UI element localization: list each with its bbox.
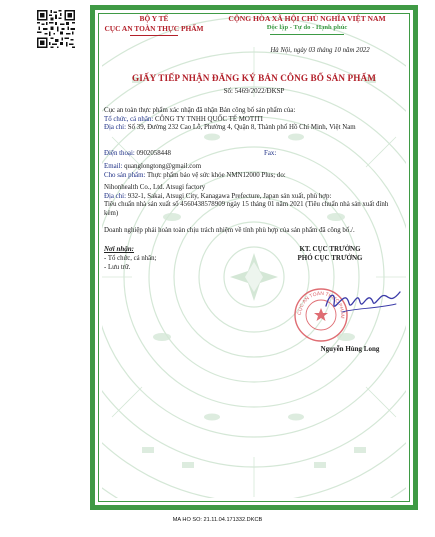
signatory-title-line2: PHÓ CỤC TRƯỞNG <box>297 254 363 262</box>
certificate-sheet <box>90 5 418 510</box>
organization-value: CÔNG TY TNHH QUỐC TẾ MOTITI <box>155 115 263 123</box>
qr-code <box>37 10 75 48</box>
email-line <box>104 163 400 172</box>
responsibility-statement: Doanh nghiệp phải hoàn toàn chịu trách nhiệm về tính phù hợp của sản phẩm đã công bố./. <box>104 227 355 234</box>
product-label: Cho sản phẩm: <box>104 171 146 179</box>
signatory-title <box>260 245 400 263</box>
email-value: quanglongtong@gmail.com <box>124 163 202 170</box>
email-label: Email: <box>104 163 123 170</box>
recipient-item: - Tổ chức, cá nhân; <box>104 255 157 262</box>
phone-fax-line <box>104 150 400 159</box>
fax-label: Fax: <box>264 150 277 157</box>
recipient-item: - Lưu trữ. <box>104 264 131 271</box>
republic-name: CỘNG HÒA XÃ HỘI CHỦ NGHĨA VIỆT NAM <box>228 14 386 23</box>
organization-label: Tổ chức, cá nhân: <box>104 115 154 123</box>
issue-date: Hà Nội, ngày 03 tháng 10 năm 2022 <box>270 47 370 54</box>
motto-underline <box>270 34 344 35</box>
ministry-name: BỘ Y TẾ <box>139 14 169 23</box>
phone-value: 0902058448 <box>136 150 171 157</box>
address-line <box>104 124 400 133</box>
signatory-title-line1: KT. CỤC TRƯỞNG <box>299 245 361 253</box>
issuing-authority <box>104 14 204 33</box>
intro-text: Cục an toàn thực phẩm xác nhận đã nhận Bản công bố sản phẩm của: <box>104 107 296 114</box>
department-name: CỤC AN TOÀN THỰC PHẨM <box>104 23 204 33</box>
handwritten-signature <box>322 282 404 322</box>
certificate-content <box>90 5 418 510</box>
authority-underline <box>130 35 178 36</box>
seal-ring-text: CỤC AN TOÀN THỰC PHẨM <box>296 290 346 319</box>
product-line <box>104 172 400 181</box>
product-value: Thực phẩm bảo vệ sức khỏe NMN12000 Plus; do: <box>146 171 286 179</box>
document-title: GIẤY TIẾP NHẬN ĐĂNG KÝ BẢN CÔNG BỐ SẢN PHẨM <box>132 73 376 83</box>
document-number: Số: 5469/2022/ĐKSP <box>223 87 285 95</box>
manufacturer-address-label: Địa chỉ: <box>104 192 127 200</box>
organization-line <box>104 116 400 125</box>
address-value: Số 39, Đường 232 Cao Lỗ, Phường 4, Quận 8, Thành phố Hồ Chí Minh, Việt Nam <box>127 124 356 132</box>
signer-name: Nguyễn Hùng Long <box>320 345 380 353</box>
dossier-code: MA HO SO: 21.11.04.171332.DKCB <box>172 517 263 523</box>
address-label: Địa chỉ: <box>104 124 127 132</box>
manufacturer-name: Nihonhealth Co., Ltd. Atsugi factory <box>104 184 206 191</box>
phone-label: Điện thoại: <box>104 150 135 157</box>
national-motto: Độc lập - Tự do - Hạnh phúc <box>266 24 348 31</box>
manufacturer-standard: Tiêu chuẩn nhà sản xuất số 4560438578909 ngày 15 tháng 01 năm 2021 (Tiêu chuẩn nhà sản xuất đính kèm) <box>104 201 389 217</box>
manufacturer-address-value: 932-1, Sakai, Atsugi City, Kanagawa Prefecture, Japan sản xuất, phù hợp: <box>127 192 332 200</box>
recipients-title: Nơi nhận: <box>104 245 135 253</box>
manufacturer-address-line <box>104 193 400 202</box>
